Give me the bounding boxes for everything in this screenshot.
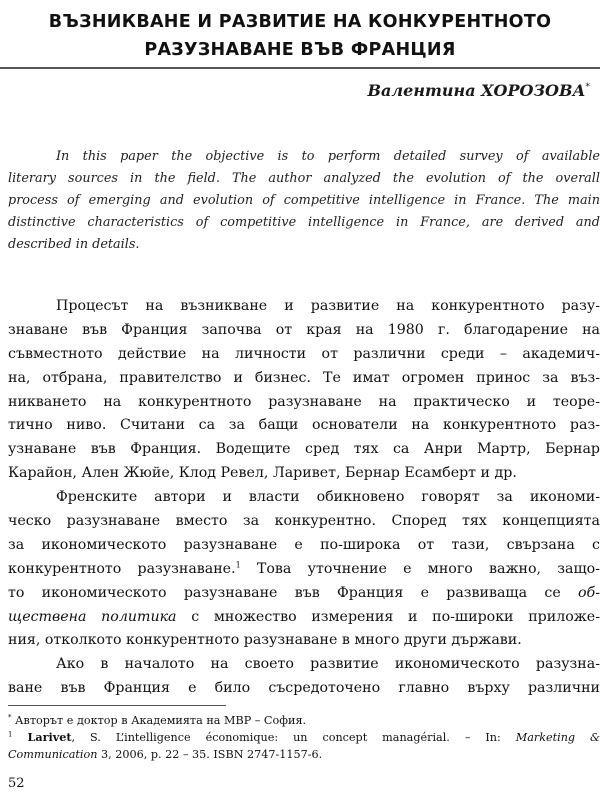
footnote-divider	[8, 705, 226, 706]
body-line: Френските автори и власти обикновено говорят за икономи-	[56, 489, 600, 506]
footnote-text: , S. L’intelligence économique: un concept managérial. – In:	[71, 731, 516, 744]
body-line: узнаване във Франция. Водещите сред тях са Анри Мартр, Бернар	[8, 441, 600, 458]
body-line: ване във Франция е било съсредоточено главно върху различни	[8, 680, 600, 697]
footnote-reference-1	[8, 729, 600, 746]
paragraph-1	[8, 295, 600, 486]
abstract	[8, 146, 600, 256]
footnote-mark: 1	[8, 730, 13, 739]
emphasis-text: об-	[578, 584, 600, 601]
body-line	[8, 558, 600, 582]
page-number: 52	[8, 776, 25, 791]
body-line	[8, 582, 600, 606]
title-line-1: ВЪЗНИКВАНЕ И РАЗВИТИЕ НА КОНКУРЕНТНОТО	[48, 12, 552, 32]
body-text	[8, 295, 600, 701]
body-text-run: то икономическото разузнаване във Франция е развиваща се	[8, 584, 578, 601]
article-title	[0, 8, 600, 64]
footnote-text: 3, 2006, p. 22 – 35. ISBN 2747-1157-6.	[97, 748, 323, 761]
body-line: на, отбрана, правителство и бизнес. Те имат огромен принос за въз-	[8, 369, 600, 386]
cited-author: Larivet	[27, 730, 72, 744]
body-line: ния, отколкото конкурентното разузнаване в много други държави.	[8, 632, 522, 649]
journal-title: Communication	[8, 748, 98, 761]
abstract-line: process of emerging and evolution of competitive intelligence in France. The main	[8, 193, 600, 208]
body-line: знаване във Франция започва от края на 1980 г. благодарение на	[8, 321, 600, 338]
body-text-run: Това уточнение е много важно, защо-	[240, 560, 600, 577]
body-text-run: конкурентното разузнаване.	[8, 560, 236, 577]
body-line: Ако в началото на своето развитие икономическото разузна-	[56, 656, 600, 673]
abstract-line: described in details.	[8, 237, 140, 252]
footnote-reference: 1	[235, 560, 241, 570]
abstract-line: literary sources in the field. The author analyzed the evolution of the overall	[8, 171, 600, 186]
body-line: ческо разузнаване вместо за конкурентно. Според тях концепцията	[8, 513, 600, 530]
body-line	[8, 606, 600, 630]
abstract-line: distinctive characteristics of competitive intelligence in France, are derived and	[8, 215, 600, 230]
footnotes	[8, 712, 600, 763]
body-line: тично ниво. Считани са за бащи основатели на конкурентното раз-	[8, 417, 600, 434]
journal-title: Marketing &	[515, 731, 600, 744]
body-line: Карайон, Ален Жюйе, Клод Ревел, Ларивет, Бернар Есамберт и др.	[8, 465, 517, 482]
body-text-run: с множество измерения и по-широки приложе-	[176, 608, 600, 625]
paragraph-3	[8, 653, 600, 701]
author-byline	[368, 80, 590, 102]
body-line: Процесът на възникване и развитие на конкурентното разу-	[56, 298, 600, 314]
emphasis-text: ществена политика	[8, 608, 177, 625]
paragraph-2	[8, 486, 600, 653]
body-line: никването на конкурентното разузнаване на практическо и теоре-	[8, 393, 600, 410]
footnote-mark: *	[8, 713, 12, 722]
author-footnote-mark: *	[585, 82, 590, 93]
footnote-text: Авторът е доктор в Академията на МВР – София.	[11, 714, 307, 727]
title-line-2: РАЗУЗНАВАНЕ ВЪВ ФРАНЦИЯ	[144, 40, 456, 60]
author-name: Валентина ХОРОЗОВА	[367, 81, 586, 100]
footnote-author	[8, 712, 600, 729]
title-divider	[0, 67, 600, 69]
footnote-reference-1-cont	[8, 746, 600, 763]
body-line: за икономическото разузнаване е по-широка от тази, свързана с	[8, 536, 600, 553]
abstract-line: In this paper the objective is to perform detailed survey of available	[56, 149, 600, 164]
body-line: съвместното действие на личности от различни среди – академич-	[8, 345, 600, 362]
